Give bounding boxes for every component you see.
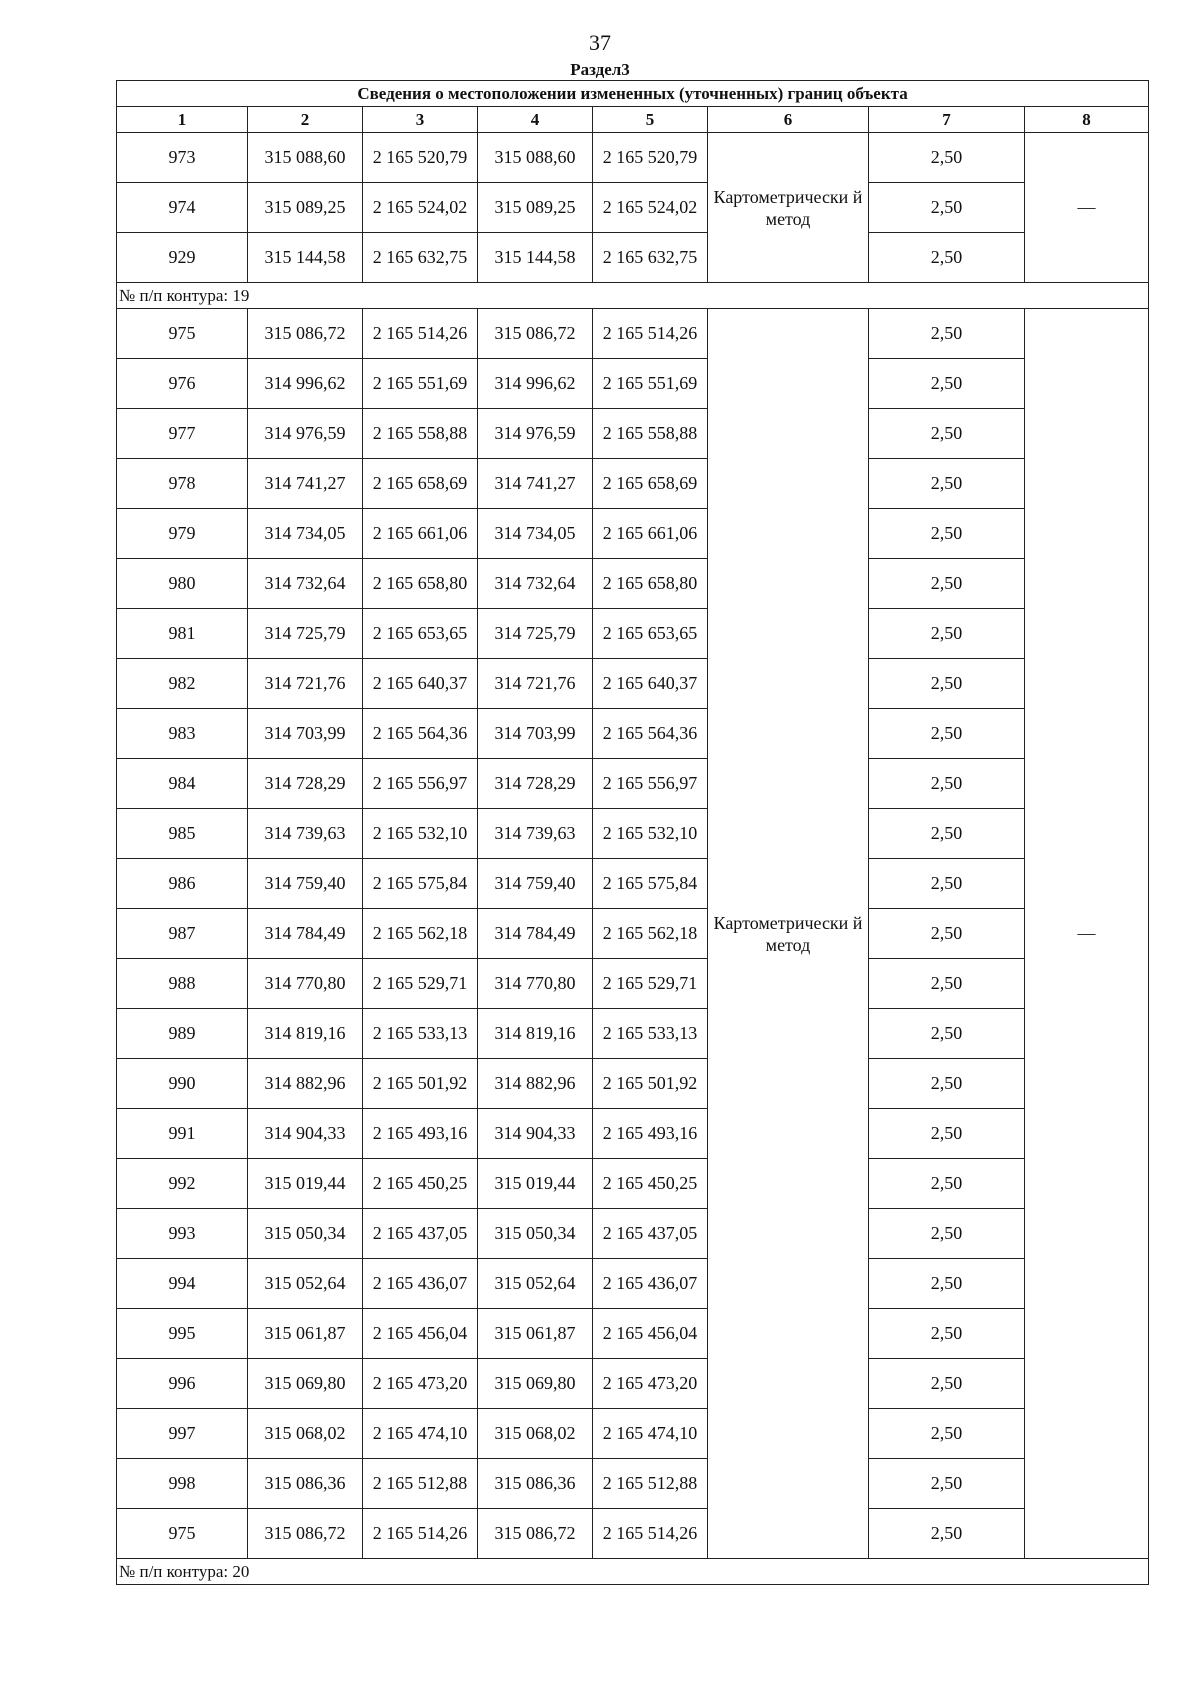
- table-row: [117, 133, 1149, 183]
- table-row: [117, 1359, 1149, 1409]
- y-new-cell: 2 165 450,25: [593, 1159, 708, 1209]
- x-old-cell: 315 089,25: [248, 183, 363, 233]
- point-number-cell: 985: [117, 809, 248, 859]
- x-new-cell: 314 996,62: [478, 359, 593, 409]
- contour-label: № п/п контура: 19: [117, 283, 1149, 309]
- table-row: [117, 309, 1149, 359]
- x-old-cell: 315 069,80: [248, 1359, 363, 1409]
- x-new-cell: 315 088,60: [478, 133, 593, 183]
- x-old-cell: 315 050,34: [248, 1209, 363, 1259]
- y-old-cell: 2 165 632,75: [363, 233, 478, 283]
- x-old-cell: 315 086,72: [248, 309, 363, 359]
- x-old-cell: 314 703,99: [248, 709, 363, 759]
- y-old-cell: 2 165 562,18: [363, 909, 478, 959]
- y-old-cell: 2 165 658,69: [363, 459, 478, 509]
- y-new-cell: 2 165 514,26: [593, 309, 708, 359]
- point-number-cell: 986: [117, 859, 248, 909]
- table-row: [117, 1109, 1149, 1159]
- x-old-cell: 315 086,36: [248, 1459, 363, 1509]
- x-old-cell: 314 728,29: [248, 759, 363, 809]
- x-old-cell: 314 882,96: [248, 1059, 363, 1109]
- y-old-cell: 2 165 558,88: [363, 409, 478, 459]
- point-number-cell: 995: [117, 1309, 248, 1359]
- y-old-cell: 2 165 501,92: [363, 1059, 478, 1109]
- table-body: [117, 81, 1149, 1585]
- y-new-cell: 2 165 532,10: [593, 809, 708, 859]
- y-old-cell: 2 165 661,06: [363, 509, 478, 559]
- x-new-cell: 314 741,27: [478, 459, 593, 509]
- y-new-cell: 2 165 436,07: [593, 1259, 708, 1309]
- x-old-cell: 315 019,44: [248, 1159, 363, 1209]
- y-old-cell: 2 165 551,69: [363, 359, 478, 409]
- column-header: 4: [478, 107, 593, 133]
- x-new-cell: 314 734,05: [478, 509, 593, 559]
- y-new-cell: 2 165 520,79: [593, 133, 708, 183]
- accuracy-cell: 2,50: [869, 609, 1025, 659]
- note-cell: —: [1025, 133, 1149, 283]
- y-new-cell: 2 165 564,36: [593, 709, 708, 759]
- table-row: [117, 409, 1149, 459]
- x-old-cell: 314 739,63: [248, 809, 363, 859]
- x-old-cell: 315 144,58: [248, 233, 363, 283]
- y-new-cell: 2 165 658,80: [593, 559, 708, 609]
- x-old-cell: 314 725,79: [248, 609, 363, 659]
- table-row: [117, 509, 1149, 559]
- point-number-cell: 980: [117, 559, 248, 609]
- accuracy-cell: 2,50: [869, 233, 1025, 283]
- x-old-cell: 314 759,40: [248, 859, 363, 909]
- note-cell: —: [1025, 309, 1149, 1559]
- x-old-cell: 314 741,27: [248, 459, 363, 509]
- point-number-cell: 990: [117, 1059, 248, 1109]
- x-new-cell: 314 770,80: [478, 959, 593, 1009]
- table-row: [117, 909, 1149, 959]
- y-old-cell: 2 165 529,71: [363, 959, 478, 1009]
- point-number-cell: 996: [117, 1359, 248, 1409]
- y-old-cell: 2 165 450,25: [363, 1159, 478, 1209]
- x-old-cell: 315 086,72: [248, 1509, 363, 1559]
- x-old-cell: 314 819,16: [248, 1009, 363, 1059]
- accuracy-cell: 2,50: [869, 309, 1025, 359]
- x-old-cell: 314 976,59: [248, 409, 363, 459]
- y-old-cell: 2 165 514,26: [363, 1509, 478, 1559]
- table-row: [117, 1509, 1149, 1559]
- x-new-cell: 314 976,59: [478, 409, 593, 459]
- accuracy-cell: 2,50: [869, 809, 1025, 859]
- x-old-cell: 315 088,60: [248, 133, 363, 183]
- point-number-cell: 975: [117, 1509, 248, 1559]
- y-old-cell: 2 165 653,65: [363, 609, 478, 659]
- column-header-row: [117, 107, 1149, 133]
- x-old-cell: 314 904,33: [248, 1109, 363, 1159]
- y-old-cell: 2 165 436,07: [363, 1259, 478, 1309]
- table-row: [117, 959, 1149, 1009]
- table-row: [117, 183, 1149, 233]
- table-row: [117, 1059, 1149, 1109]
- x-new-cell: 314 819,16: [478, 1009, 593, 1059]
- table-caption-row: [117, 81, 1149, 107]
- y-new-cell: 2 165 632,75: [593, 233, 708, 283]
- table-row: [117, 1259, 1149, 1309]
- column-header: 7: [869, 107, 1025, 133]
- y-old-cell: 2 165 493,16: [363, 1109, 478, 1159]
- point-number-cell: 982: [117, 659, 248, 709]
- accuracy-cell: 2,50: [869, 759, 1025, 809]
- x-old-cell: 314 734,05: [248, 509, 363, 559]
- point-number-cell: 929: [117, 233, 248, 283]
- x-old-cell: 314 732,64: [248, 559, 363, 609]
- x-new-cell: 314 728,29: [478, 759, 593, 809]
- table-row: [117, 1159, 1149, 1209]
- point-number-cell: 991: [117, 1109, 248, 1159]
- y-old-cell: 2 165 514,26: [363, 309, 478, 359]
- table-row: [117, 1009, 1149, 1059]
- table-caption: Сведения о местоположении измененных (уточненных) границ объекта: [117, 81, 1149, 107]
- table-row: [117, 359, 1149, 409]
- x-new-cell: 314 732,64: [478, 559, 593, 609]
- y-new-cell: 2 165 514,26: [593, 1509, 708, 1559]
- x-old-cell: 314 996,62: [248, 359, 363, 409]
- accuracy-cell: 2,50: [869, 1209, 1025, 1259]
- y-old-cell: 2 165 640,37: [363, 659, 478, 709]
- boundary-coordinates-table: [116, 80, 1149, 1585]
- table-row: [117, 709, 1149, 759]
- x-new-cell: 315 089,25: [478, 183, 593, 233]
- y-old-cell: 2 165 533,13: [363, 1009, 478, 1059]
- table-row: [117, 559, 1149, 609]
- point-number-cell: 983: [117, 709, 248, 759]
- y-new-cell: 2 165 474,10: [593, 1409, 708, 1459]
- contour-row: [117, 1559, 1149, 1585]
- point-number-cell: 994: [117, 1259, 248, 1309]
- point-number-cell: 989: [117, 1009, 248, 1059]
- x-new-cell: 315 052,64: [478, 1259, 593, 1309]
- x-new-cell: 315 050,34: [478, 1209, 593, 1259]
- y-new-cell: 2 165 558,88: [593, 409, 708, 459]
- point-number-cell: 978: [117, 459, 248, 509]
- point-number-cell: 997: [117, 1409, 248, 1459]
- accuracy-cell: 2,50: [869, 1509, 1025, 1559]
- accuracy-cell: 2,50: [869, 133, 1025, 183]
- x-old-cell: 314 721,76: [248, 659, 363, 709]
- accuracy-cell: 2,50: [869, 459, 1025, 509]
- column-header: 1: [117, 107, 248, 133]
- y-old-cell: 2 165 437,05: [363, 1209, 478, 1259]
- column-header: 3: [363, 107, 478, 133]
- accuracy-cell: 2,50: [869, 1459, 1025, 1509]
- accuracy-cell: 2,50: [869, 509, 1025, 559]
- y-old-cell: 2 165 456,04: [363, 1309, 478, 1359]
- x-new-cell: 314 904,33: [478, 1109, 593, 1159]
- y-old-cell: 2 165 532,10: [363, 809, 478, 859]
- page-number: 37: [589, 30, 611, 55]
- x-new-cell: 314 784,49: [478, 909, 593, 959]
- y-old-cell: 2 165 473,20: [363, 1359, 478, 1409]
- x-new-cell: 314 703,99: [478, 709, 593, 759]
- x-new-cell: 315 019,44: [478, 1159, 593, 1209]
- point-number-cell: 998: [117, 1459, 248, 1509]
- contour-row: [117, 283, 1149, 309]
- x-new-cell: 314 759,40: [478, 859, 593, 909]
- accuracy-cell: 2,50: [869, 909, 1025, 959]
- y-old-cell: 2 165 474,10: [363, 1409, 478, 1459]
- x-new-cell: 315 068,02: [478, 1409, 593, 1459]
- point-number-cell: 979: [117, 509, 248, 559]
- point-number-cell: 981: [117, 609, 248, 659]
- x-new-cell: 314 725,79: [478, 609, 593, 659]
- point-number-cell: 976: [117, 359, 248, 409]
- x-old-cell: 314 784,49: [248, 909, 363, 959]
- point-number-cell: 975: [117, 309, 248, 359]
- accuracy-cell: 2,50: [869, 1109, 1025, 1159]
- accuracy-cell: 2,50: [869, 859, 1025, 909]
- y-old-cell: 2 165 524,02: [363, 183, 478, 233]
- point-number-cell: 988: [117, 959, 248, 1009]
- accuracy-cell: 2,50: [869, 959, 1025, 1009]
- y-new-cell: 2 165 533,13: [593, 1009, 708, 1059]
- table-row: [117, 659, 1149, 709]
- table-row: [117, 759, 1149, 809]
- y-new-cell: 2 165 529,71: [593, 959, 708, 1009]
- accuracy-cell: 2,50: [869, 1309, 1025, 1359]
- column-header: 2: [248, 107, 363, 133]
- x-new-cell: 315 086,72: [478, 309, 593, 359]
- point-number-cell: 973: [117, 133, 248, 183]
- column-header: 5: [593, 107, 708, 133]
- x-new-cell: 314 739,63: [478, 809, 593, 859]
- section-title: Раздел3: [570, 60, 630, 79]
- x-old-cell: 315 061,87: [248, 1309, 363, 1359]
- point-number-cell: 984: [117, 759, 248, 809]
- x-new-cell: 315 069,80: [478, 1359, 593, 1409]
- accuracy-cell: 2,50: [869, 1159, 1025, 1209]
- x-new-cell: 315 086,72: [478, 1509, 593, 1559]
- y-old-cell: 2 165 520,79: [363, 133, 478, 183]
- y-old-cell: 2 165 512,88: [363, 1459, 478, 1509]
- point-number-cell: 993: [117, 1209, 248, 1259]
- y-new-cell: 2 165 661,06: [593, 509, 708, 559]
- y-new-cell: 2 165 473,20: [593, 1359, 708, 1409]
- accuracy-cell: 2,50: [869, 1059, 1025, 1109]
- table-row: [117, 459, 1149, 509]
- y-new-cell: 2 165 658,69: [593, 459, 708, 509]
- point-number-cell: 987: [117, 909, 248, 959]
- method-cell: Картометрически й метод: [708, 309, 869, 1559]
- table-row: [117, 609, 1149, 659]
- contour-label: № п/п контура: 20: [117, 1559, 1149, 1585]
- y-old-cell: 2 165 556,97: [363, 759, 478, 809]
- x-old-cell: 314 770,80: [248, 959, 363, 1009]
- point-number-cell: 974: [117, 183, 248, 233]
- y-new-cell: 2 165 562,18: [593, 909, 708, 959]
- x-new-cell: 315 144,58: [478, 233, 593, 283]
- method-cell: Картометрически й метод: [708, 133, 869, 283]
- accuracy-cell: 2,50: [869, 183, 1025, 233]
- x-new-cell: 315 086,36: [478, 1459, 593, 1509]
- x-new-cell: 314 882,96: [478, 1059, 593, 1109]
- y-new-cell: 2 165 524,02: [593, 183, 708, 233]
- table-row: [117, 233, 1149, 283]
- y-old-cell: 2 165 564,36: [363, 709, 478, 759]
- accuracy-cell: 2,50: [869, 1359, 1025, 1409]
- table-row: [117, 1209, 1149, 1259]
- accuracy-cell: 2,50: [869, 709, 1025, 759]
- y-new-cell: 2 165 437,05: [593, 1209, 708, 1259]
- column-header: 6: [708, 107, 869, 133]
- y-new-cell: 2 165 653,65: [593, 609, 708, 659]
- y-new-cell: 2 165 493,16: [593, 1109, 708, 1159]
- y-old-cell: 2 165 575,84: [363, 859, 478, 909]
- accuracy-cell: 2,50: [869, 1009, 1025, 1059]
- x-new-cell: 314 721,76: [478, 659, 593, 709]
- y-new-cell: 2 165 456,04: [593, 1309, 708, 1359]
- table-row: [117, 1309, 1149, 1359]
- accuracy-cell: 2,50: [869, 559, 1025, 609]
- y-new-cell: 2 165 551,69: [593, 359, 708, 409]
- accuracy-cell: 2,50: [869, 359, 1025, 409]
- y-new-cell: 2 165 501,92: [593, 1059, 708, 1109]
- y-new-cell: 2 165 640,37: [593, 659, 708, 709]
- y-new-cell: 2 165 556,97: [593, 759, 708, 809]
- point-number-cell: 992: [117, 1159, 248, 1209]
- column-header: 8: [1025, 107, 1149, 133]
- y-new-cell: 2 165 512,88: [593, 1459, 708, 1509]
- table-row: [117, 1459, 1149, 1509]
- x-old-cell: 315 068,02: [248, 1409, 363, 1459]
- accuracy-cell: 2,50: [869, 409, 1025, 459]
- accuracy-cell: 2,50: [869, 659, 1025, 709]
- table-row: [117, 1409, 1149, 1459]
- x-old-cell: 315 052,64: [248, 1259, 363, 1309]
- accuracy-cell: 2,50: [869, 1259, 1025, 1309]
- accuracy-cell: 2,50: [869, 1409, 1025, 1459]
- point-number-cell: 977: [117, 409, 248, 459]
- x-new-cell: 315 061,87: [478, 1309, 593, 1359]
- table-row: [117, 809, 1149, 859]
- table-row: [117, 859, 1149, 909]
- y-new-cell: 2 165 575,84: [593, 859, 708, 909]
- y-old-cell: 2 165 658,80: [363, 559, 478, 609]
